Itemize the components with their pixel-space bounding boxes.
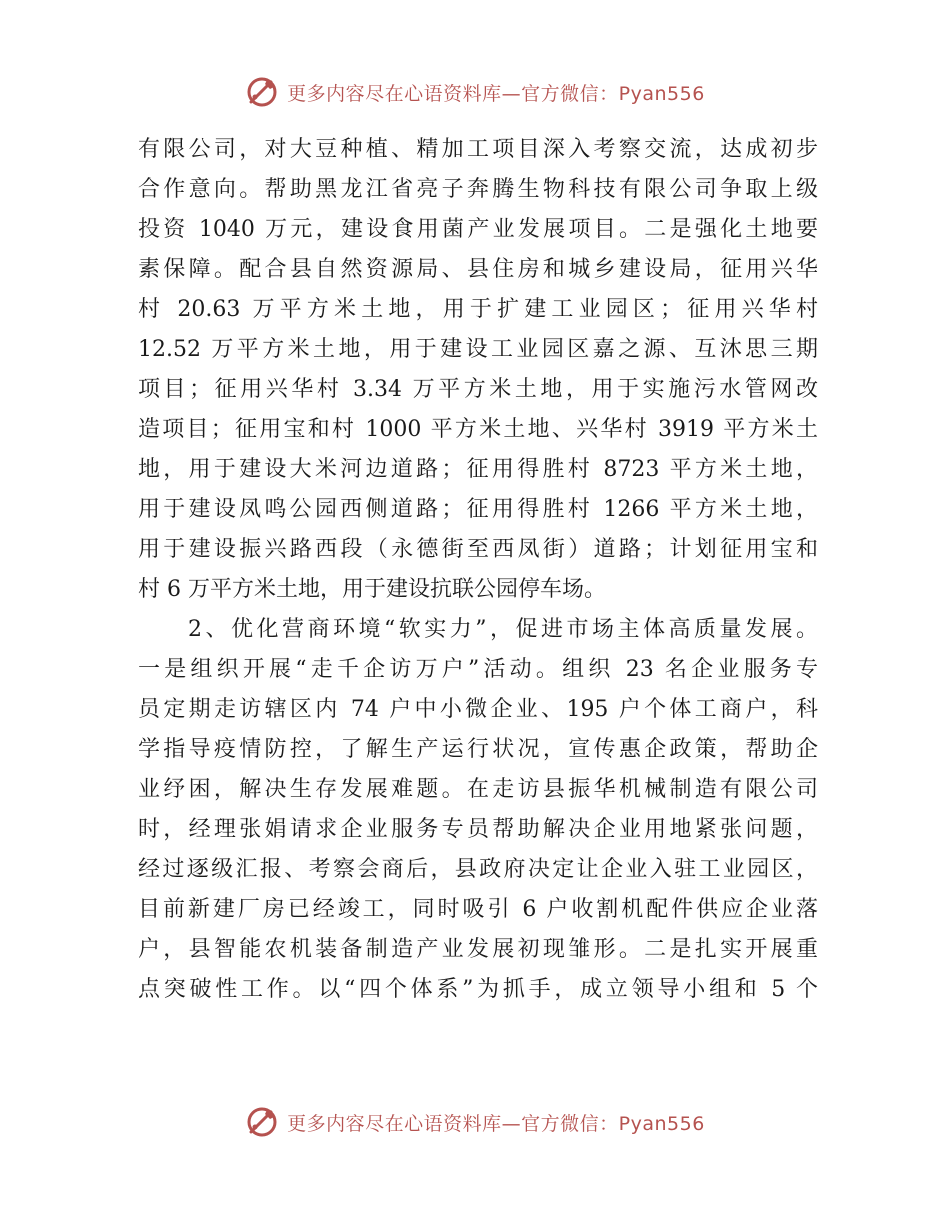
text-line: 员定期走访辖区内 74 户中小微企业、195 户个体工商户，科 [138,697,818,722]
text-line: 造项目；征用宝和村 1000 平方米土地、兴华村 3919 平方米土 [138,417,818,442]
text-line: 地，用于建设大米河边道路；征用得胜村 8723 平方米土地， [138,457,818,482]
pen-logo-icon [245,1105,279,1139]
footer-banner-inner [245,1105,705,1139]
pen-logo-icon [245,75,279,109]
text-line: 12.52 万平方米土地，用于建设工业园区嘉之源、互沐思三期 [138,337,818,362]
text-line: 投资 1040 万元，建设食用菌产业发展项目。二是强化土地要 [138,217,818,242]
text-line: 经过逐级汇报、考察会商后，县政府决定让企业入驻工业园区， [138,857,818,882]
header-banner-inner [245,75,705,109]
text-line: 村 20.63 万平方米土地，用于扩建工业园区；征用兴华村 [138,297,818,322]
header-banner-text: 更多内容尽在心语资料库—官方微信：Pyan556 [287,82,705,105]
text-line: 户，县智能农机装备制造产业发展初现雏形。二是扎实开展重 [138,937,818,962]
text-line: 目前新建厂房已经竣工，同时吸引 6 户收割机配件供应企业落 [138,897,818,922]
text-line: 点突破性工作。以“四个体系”为抓手，成立领导小组和 5 个 [138,977,818,1002]
text-line: 学指导疫情防控，了解生产运行状况，宣传惠企政策，帮助企 [138,737,818,762]
text-line: 素保障。配合县自然资源局、县住房和城乡建设局，征用兴华 [138,257,818,282]
text-line: 时，经理张娟请求企业服务专员帮助解决企业用地紧张问题， [138,817,818,842]
text-line: 一是组织开展“走千企访万户”活动。组织 23 名企业服务专 [138,657,818,682]
text-line: 业纾困，解决生存发展难题。在走访县振华机械制造有限公司 [138,777,818,802]
text-line: 用于建设凤鸣公园西侧道路；征用得胜村 1266 平方米土地， [138,497,818,522]
text-line: 项目；征用兴华村 3.34 万平方米土地，用于实施污水管网改 [138,377,818,402]
text-line: 合作意向。帮助黑龙江省亮子奔腾生物科技有限公司争取上级 [138,177,818,202]
footer-banner-text: 更多内容尽在心语资料库—官方微信：Pyan556 [287,1112,705,1135]
section-heading-line: 2、优化营商环境“软实力”，促进市场主体高质量发展。 [188,617,818,642]
footer-banner [0,1100,950,1144]
text-line: 用于建设振兴路西段（永德街至西凤街）道路；计划征用宝和 [138,537,818,562]
paragraph-end-line: 村 6 万平方米土地，用于建设抗联公园停车场。 [138,577,606,602]
document-body [138,130,818,1010]
text-line: 有限公司，对大豆种植、精加工项目深入考察交流，达成初步 [138,137,818,162]
header-banner [0,70,950,114]
